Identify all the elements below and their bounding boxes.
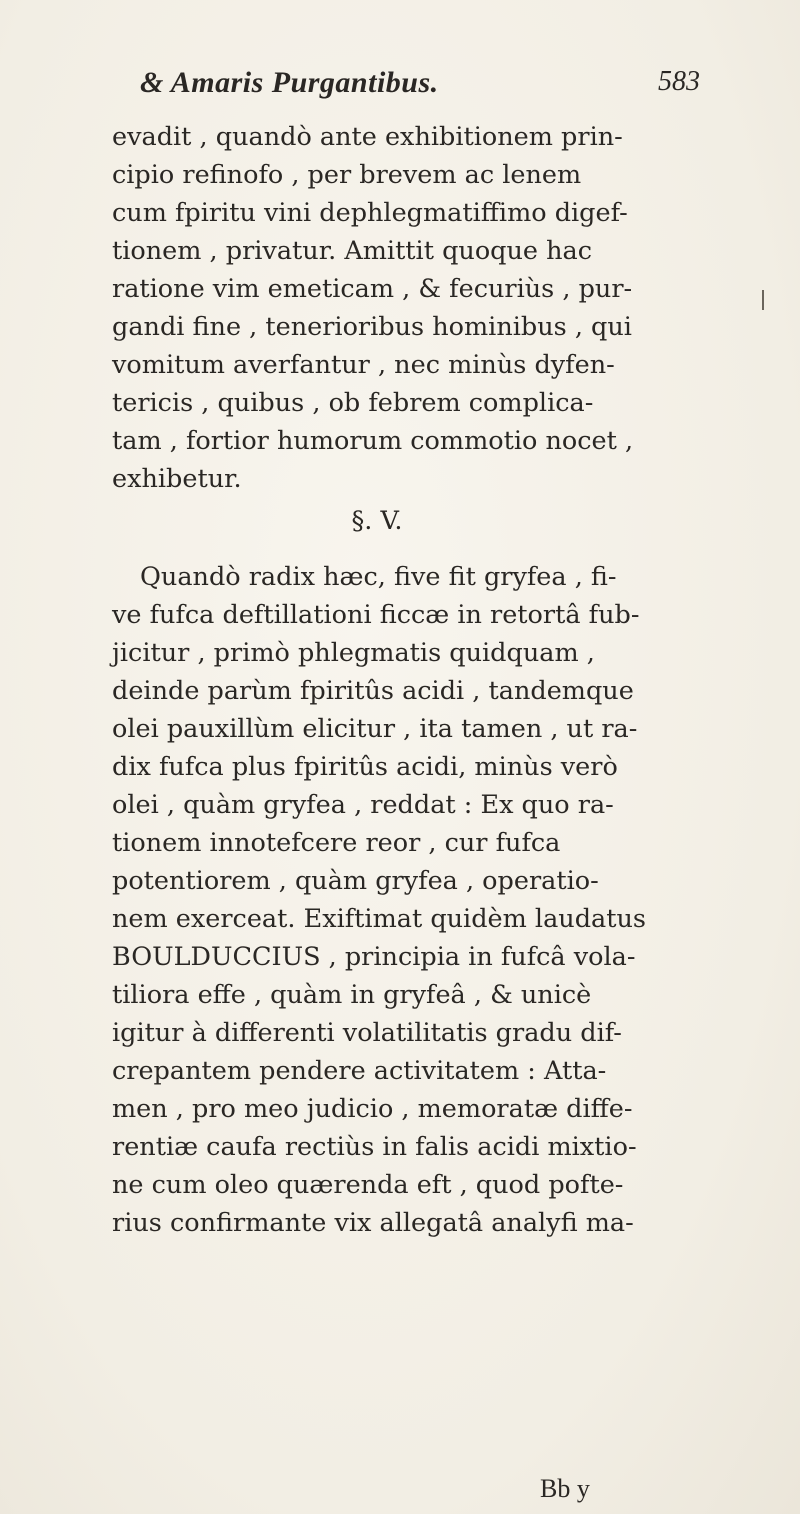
text-line: crepantem pendere activitatem : Atta- bbox=[112, 1056, 607, 1086]
text-line: rius confirmante vix allegatâ analyfi ma- bbox=[112, 1208, 634, 1238]
text-line: gandi fine , tenerioribus hominibus , qui bbox=[112, 312, 632, 342]
text-line: Quandò radix hæc, five fit gryfea , fi- bbox=[140, 562, 617, 592]
text-line: tionem , privatur. Amittit quoque hac bbox=[112, 236, 593, 266]
text-line: olei , quàm gryfea , reddat : Ex quo ra- bbox=[112, 790, 614, 820]
body-text bbox=[112, 118, 732, 1242]
text-line: tericis , quibus , ob febrem complica- bbox=[112, 388, 594, 418]
catchword: Bb y bbox=[540, 1474, 590, 1503]
section-heading: §. V. bbox=[351, 506, 403, 536]
text-line: tiliora effe , quàm in gryfeâ , & unicè bbox=[112, 980, 592, 1010]
text-line: tam , fortior humorum commotio nocet , bbox=[112, 426, 634, 456]
text-line: cipio refinofo , per brevem ac lenem bbox=[112, 160, 582, 190]
margin-mark bbox=[762, 290, 764, 310]
text-line: potentiorem , quàm gryfea , operatio- bbox=[112, 866, 599, 896]
text-line: jicitur , primò phlegmatis quidquam , bbox=[112, 638, 595, 668]
text-line: dix fufca plus fpiritûs acidi, minùs verò bbox=[112, 752, 618, 782]
page-number: 583 bbox=[658, 66, 700, 97]
text-line: exhibetur. bbox=[112, 464, 242, 494]
running-header bbox=[140, 66, 700, 110]
text-line: cum fpiritu vini dephlegmatiffimo digef- bbox=[112, 198, 628, 228]
text-line: ratione vim emeticam , & fecuriùs , pur- bbox=[112, 274, 633, 304]
text-line: BOULDUCCIUS , principia in fufcâ vola- bbox=[112, 942, 636, 972]
text-line: tionem innotefcere reor , cur fufca bbox=[112, 828, 561, 858]
running-title: & Amaris Purgantibus. bbox=[140, 66, 439, 99]
text-line: igitur à differenti volatilitatis gradu dif- bbox=[112, 1018, 622, 1048]
text-line: olei pauxillùm elicitur , ita tamen , ut ra- bbox=[112, 714, 638, 744]
text-line: men , pro meo judicio , memoratæ diffe- bbox=[112, 1094, 633, 1124]
text-line: deinde parùm fpiritûs acidi , tandemque bbox=[112, 676, 634, 706]
text-line: nem exerceat. Exiftimat quidèm laudatus bbox=[112, 904, 646, 934]
text-line: vomitum averfantur , nec minùs dyfen- bbox=[112, 350, 615, 380]
text-line: ne cum oleo quærenda eft , quod pofte- bbox=[112, 1170, 624, 1200]
text-line: rentiæ caufa rectiùs in falis acidi mixtio- bbox=[112, 1132, 637, 1162]
text-line: ve fufca deftillationi ficcæ in retortâ fub- bbox=[112, 600, 640, 630]
text-line: evadit , quandò ante exhibitionem prin- bbox=[112, 122, 623, 152]
